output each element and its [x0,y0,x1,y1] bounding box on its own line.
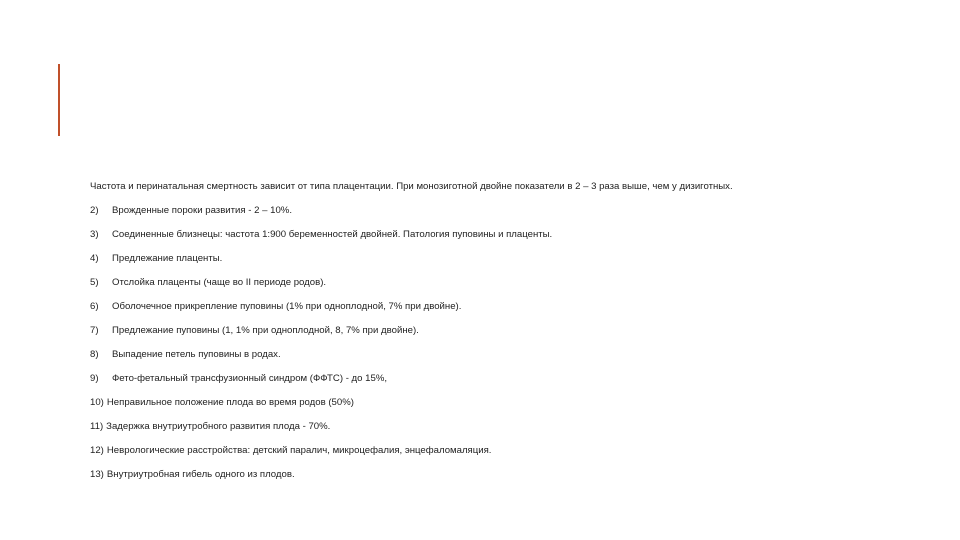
list-item-number: 5) [90,277,99,288]
intro-paragraph: Частота и перинатальная смертность зависит от типа плацентации. При монозиготной двойне показатели в 2 – 3 раза выше, чем у дизиготных. [90,181,733,192]
list-item [90,298,910,316]
list-item [90,250,910,268]
list-item [90,346,910,364]
list-item-number: 10) [90,397,104,408]
list-item [90,442,910,460]
list-item-text: Выпадение петель пуповины в родах. [112,349,281,360]
list-item-text: Врожденные пороки развития - 2 – 10%. [112,205,292,216]
list-item-number: 7) [90,325,99,336]
list-item-text: Оболочечное прикрепление пуповины (1% при одноплодной, 7% при двойне). [112,301,462,312]
list-item-number: 8) [90,349,99,360]
list-item-number: 13) [90,469,104,480]
list-item [90,226,910,244]
list-item [90,418,910,436]
list-item [90,394,910,412]
list-item-number: 12) [90,445,104,456]
list-item [90,274,910,292]
list-item-text: Внутриутробная гибель одного из плодов. [106,469,295,480]
list-item [90,322,910,340]
list-item-text: Фето-фетальный трансфузионный синдром (ФФТС) - до 15%, [112,373,388,384]
list-item-text: Соединенные близнецы: частота 1:900 беременностей двойней. Патология пуповины и плаценты. [112,229,553,240]
list-item [90,370,910,388]
list-item-number: 4) [90,253,99,264]
accent-bar [58,64,60,136]
list-item-text: Неврологические расстройства: детский паралич, микроцефалия, энцефаломаляция. [106,445,492,456]
list-item [90,202,910,220]
list-item-number: 6) [90,301,99,312]
list-item-number: 3) [90,229,99,240]
list-item-text: Предлежание пуповины (1, 1% при одноплодной, 8, 7% при двойне). [112,325,419,336]
list-item [90,466,910,484]
list-item-text: Предлежание плаценты. [112,253,223,264]
list-item-number: 2) [90,205,99,216]
complications-list [90,202,910,484]
list-item-text: Отслойка плаценты (чаще во II периоде родов). [112,277,327,288]
list-item-number: 11) [90,421,104,432]
slide-content [90,178,910,490]
list-item-text: Задержка внутриутробного развития плода - 70%. [106,421,331,432]
list-item-text: Неправильное положение плода во время родов (50%) [106,397,354,408]
list-item-number: 9) [90,373,99,384]
